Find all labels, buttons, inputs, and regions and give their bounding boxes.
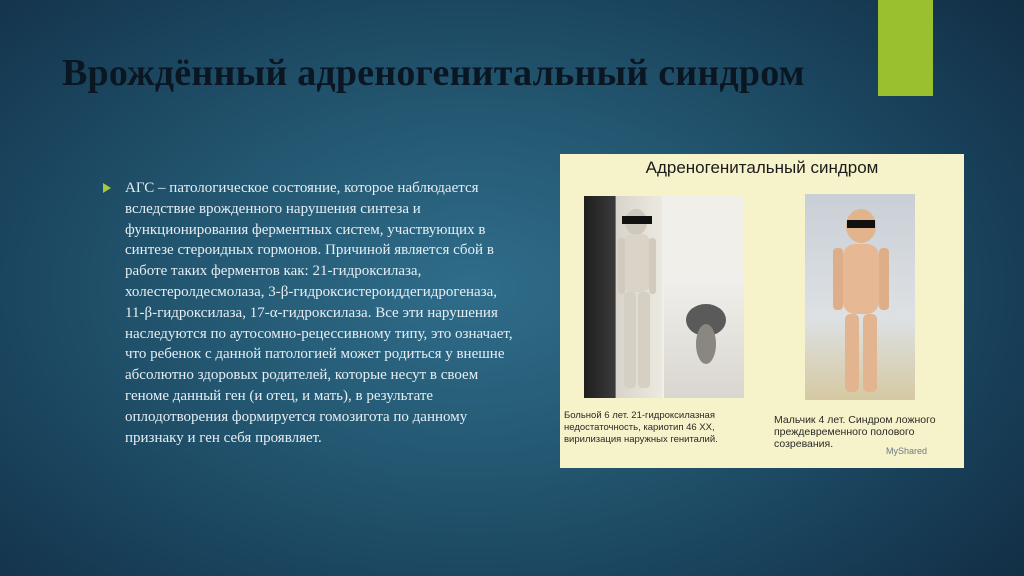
patient-photo-detail bbox=[664, 278, 744, 398]
patient-photo-left bbox=[584, 196, 662, 398]
figure-image bbox=[560, 154, 964, 468]
bullet-arrow-icon bbox=[103, 183, 111, 193]
slide-title: Врождённый адреногенитальный синдром bbox=[62, 52, 805, 94]
figure-caption-right: Мальчик 4 лет. Синдром ложного преждевременного полового созревания. bbox=[774, 414, 936, 450]
accent-bar bbox=[878, 0, 933, 96]
bullet-text: АГС – патологическое состояние, которое наблюдается вследствие врожденного нарушения синтеза и функционирования ферментных систем, участвующих в синтезе стероидных гормонов. Причиной является сбой в работе таких ферментов как: 21-гидроксилаза, холестеролдесмолаза, 3-β-гидроксистероиддегидрогеназа, 11-β-гидроксилаза, 17-α-гидроксилаза. Все эти нарушения наследуются по аутосомно-рецессивному типу, это означает, что ребенок с данной патологией может родиться у внешне абсолютно здоровых родителей, которые несут в своем геноме данный ген (и отец, и мать), в результате оплодотворения формируется гомозигота по данному признаку и ген себя проявляет. bbox=[125, 180, 513, 446]
patient-photo-right bbox=[805, 194, 915, 400]
watermark-logo: MyShared bbox=[886, 446, 928, 456]
figure-caption-left: Больной 6 лет. 21-гидроксилазная недостаточность, кариотип 46 XX, вирилизация наружных гениталий. bbox=[564, 410, 718, 445]
figure-title: Адреногенитальный синдром bbox=[645, 158, 879, 177]
